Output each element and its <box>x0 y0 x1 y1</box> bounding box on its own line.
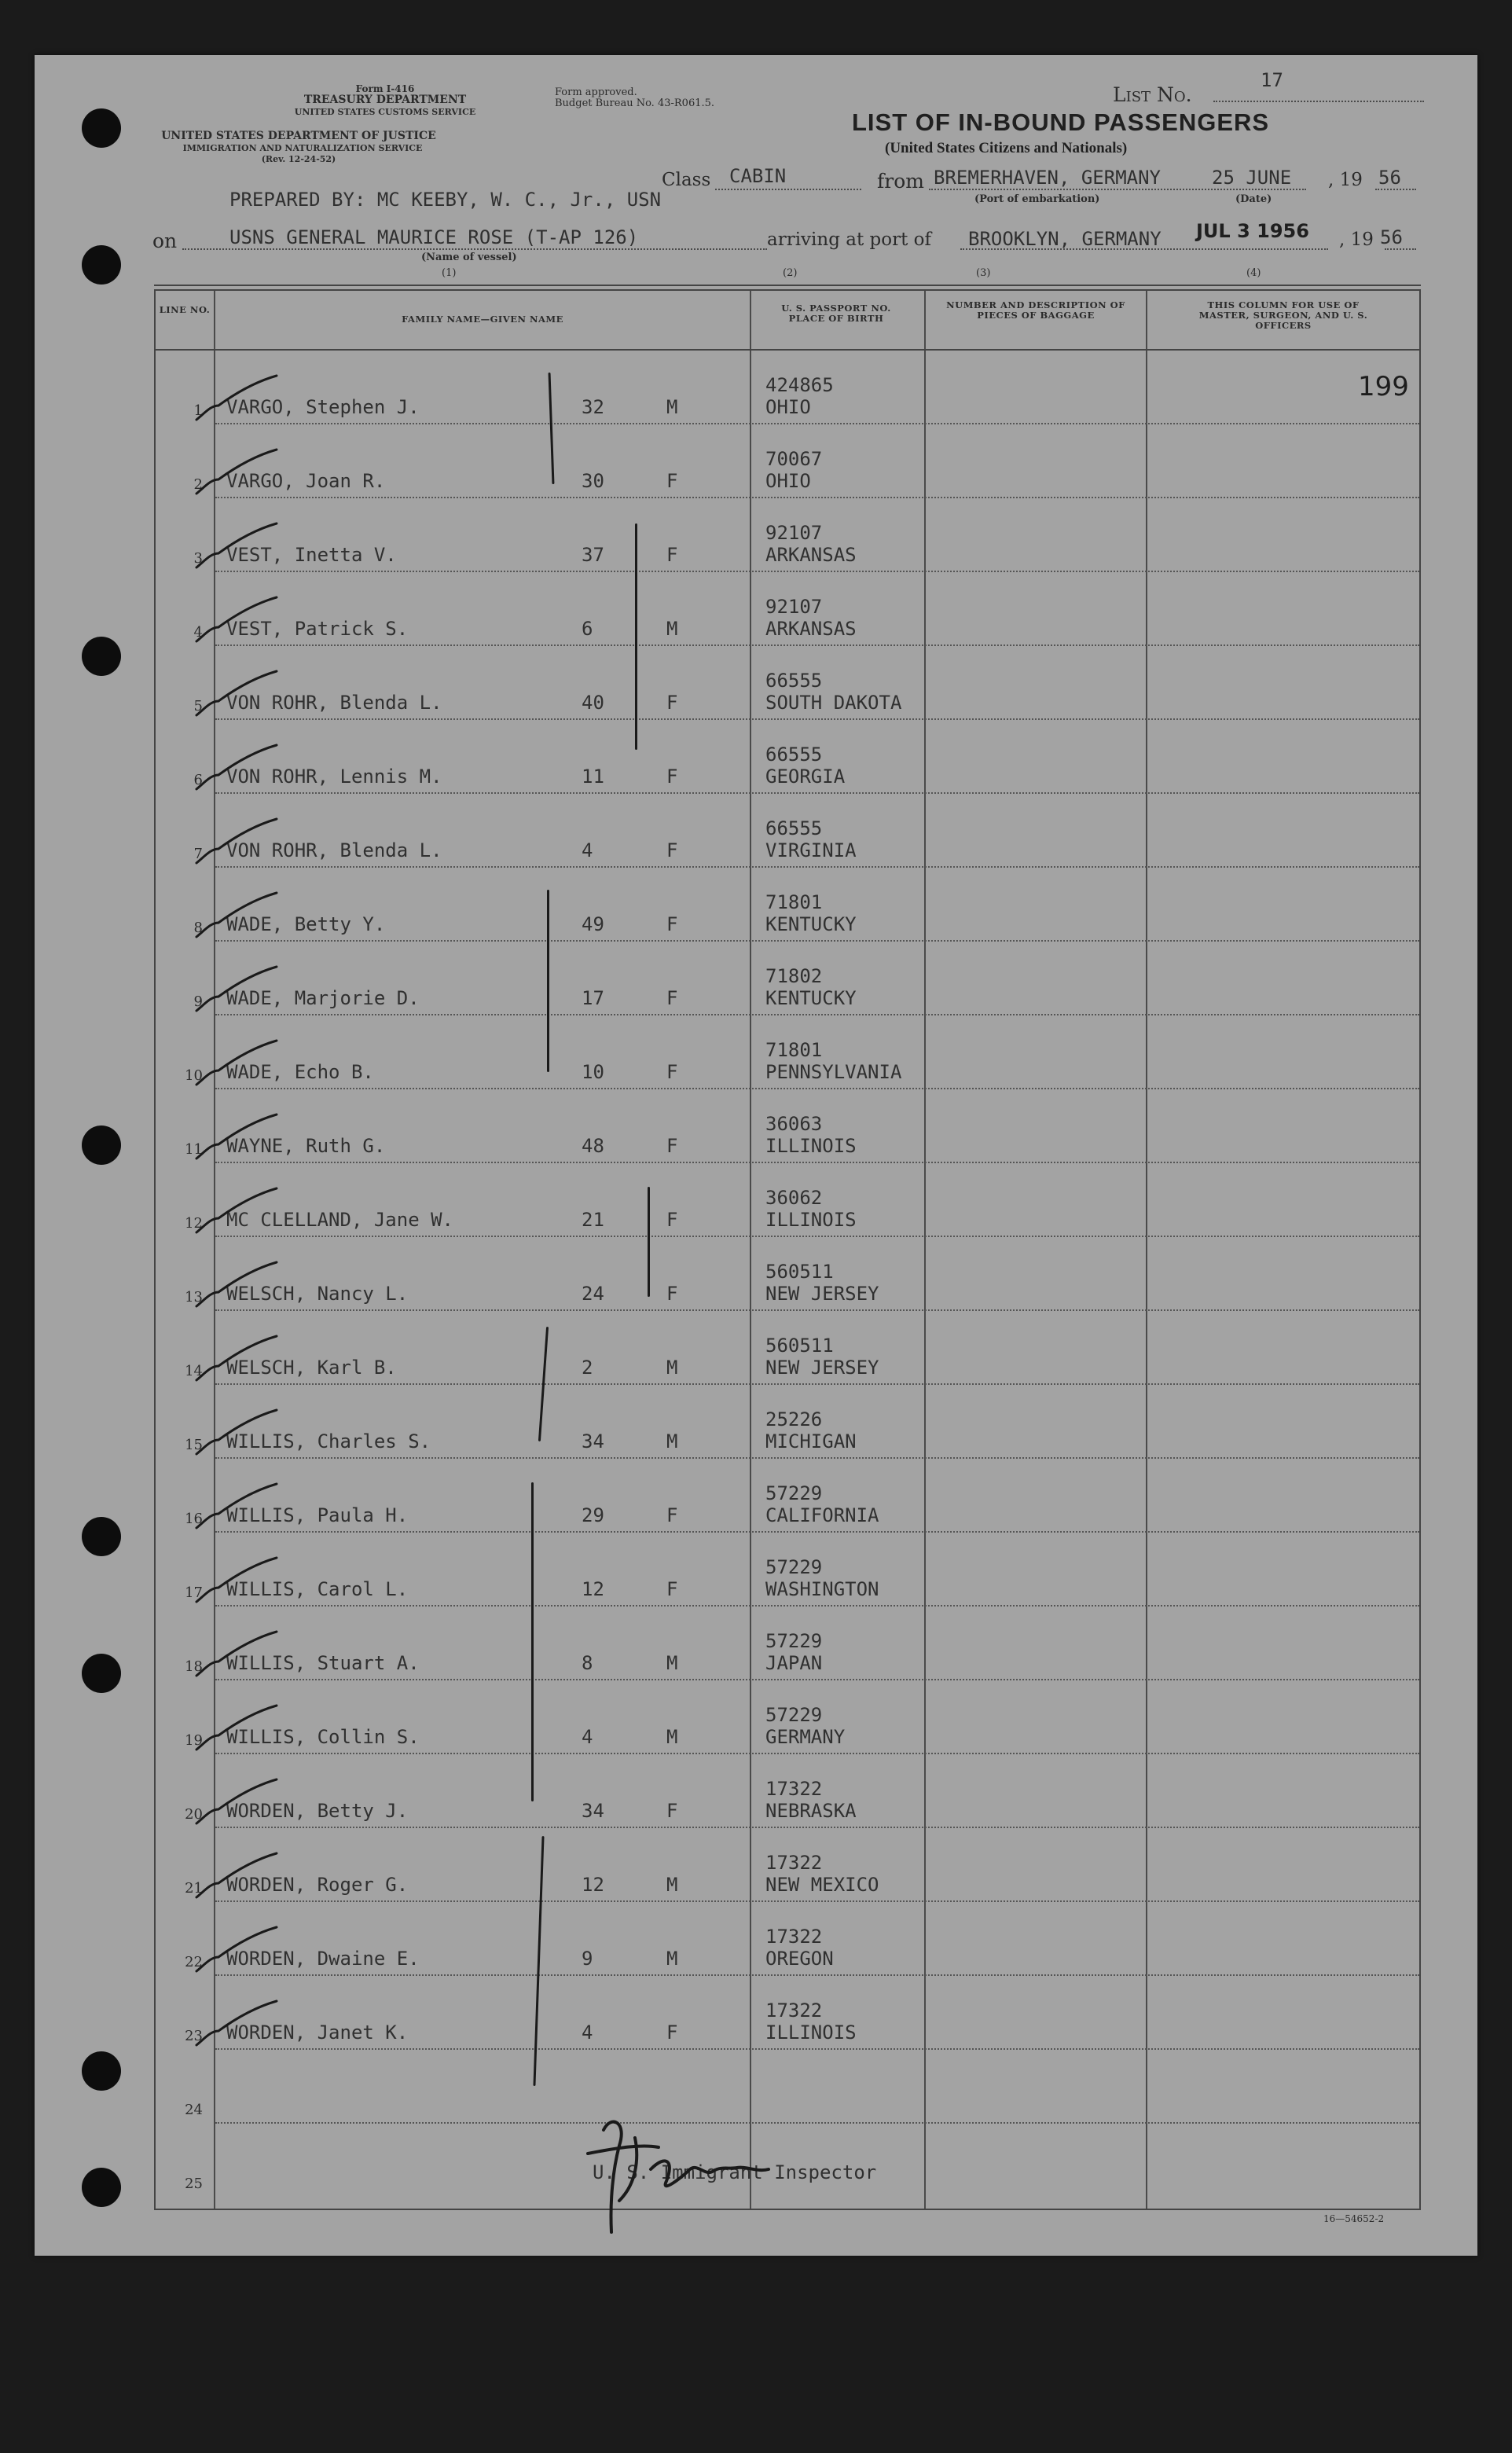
passenger-age: 6 <box>582 618 593 640</box>
row-divider <box>215 2122 1419 2124</box>
line-number: 16 <box>185 1511 203 1527</box>
punch-hole <box>82 108 121 148</box>
punch-hole <box>82 637 121 676</box>
line-number: 4 <box>193 624 203 641</box>
passenger-name: VON ROHR, Blenda L. <box>226 692 442 714</box>
col-num-4: (4) <box>1246 267 1261 279</box>
place-of-birth: OHIO <box>765 396 811 418</box>
passenger-name: WADE, Betty Y. <box>226 913 386 935</box>
list-no-label: List No. <box>1113 83 1192 106</box>
header-baggage: NUMBER AND DESCRIPTION OF PIECES OF BAGGAGE <box>946 299 1125 321</box>
form-number: Form I-416 <box>355 83 415 94</box>
passenger-sex: F <box>666 1578 678 1600</box>
passport-number: 17322 <box>765 1852 823 1874</box>
line-number: 3 <box>193 550 203 567</box>
passenger-name: VEST, Patrick S. <box>226 618 409 640</box>
family-bracket <box>635 523 637 597</box>
row-divider <box>215 1531 1419 1533</box>
passport-number: 70067 <box>765 448 823 470</box>
line-number: 24 <box>185 2102 203 2118</box>
form-title: LIST OF IN-BOUND PASSENGERS <box>852 108 1270 136</box>
passenger-name: WORDEN, Dwaine E. <box>226 1948 420 1970</box>
year2-prefix: , 19 <box>1339 230 1374 250</box>
row-divider <box>215 1457 1419 1459</box>
line-number: 14 <box>185 1363 203 1379</box>
passenger-sex: F <box>666 692 678 714</box>
family-bracket <box>547 890 549 1072</box>
officer-annotation: 199 <box>1358 371 1409 402</box>
family-bracket <box>635 593 637 750</box>
passenger-age: 11 <box>582 766 604 788</box>
row-divider <box>215 866 1419 868</box>
passenger-name: WELSCH, Karl B. <box>226 1357 397 1379</box>
passenger-age: 10 <box>582 1061 604 1083</box>
family-bracket <box>531 1482 534 1801</box>
passenger-age: 4 <box>582 1726 593 1748</box>
from-label: from <box>877 170 924 193</box>
passenger-sex: F <box>666 470 678 492</box>
punch-hole <box>82 1654 121 1693</box>
ins-service: IMMIGRATION AND NATURALIZATION SERVICE <box>182 143 423 153</box>
row-divider <box>215 1383 1419 1385</box>
place-of-birth: CALIFORNIA <box>765 1504 879 1526</box>
passenger-sex: M <box>666 1357 678 1379</box>
port-caption: (Port of embarkation) <box>974 193 1100 205</box>
header-officers: THIS COLUMN FOR USE OF MASTER, SURGEON, AND U. S. OFFICERS <box>1198 299 1368 331</box>
row-divider <box>215 1014 1419 1015</box>
line-number: 19 <box>185 1732 203 1749</box>
row-divider <box>215 718 1419 720</box>
place-of-birth: ARKANSAS <box>765 618 857 640</box>
passport-number: 17322 <box>765 1999 823 2022</box>
passenger-sex: M <box>666 618 678 640</box>
passenger-age: 49 <box>582 913 604 935</box>
row-divider <box>215 1088 1419 1089</box>
passenger-sex: M <box>666 396 678 418</box>
passenger-age: 32 <box>582 396 604 418</box>
passenger-age: 21 <box>582 1209 604 1231</box>
passenger-name: WILLIS, Paula H. <box>226 1504 409 1526</box>
line-number: 13 <box>185 1289 203 1305</box>
passport-number: 57229 <box>765 1630 823 1652</box>
passenger-age: 48 <box>582 1135 604 1157</box>
class-label: Class <box>662 170 711 190</box>
passenger-age: 34 <box>582 1430 604 1452</box>
form-subtitle: (United States Citizens and Nationals) <box>885 140 1128 156</box>
passenger-name: VARGO, Joan R. <box>226 470 386 492</box>
passenger-sex: F <box>666 987 678 1009</box>
passport-number: 66555 <box>765 817 823 839</box>
passenger-name: MC CLELLAND, Jane W. <box>226 1209 453 1231</box>
passenger-age: 4 <box>582 2022 593 2044</box>
passenger-sex: F <box>666 913 678 935</box>
passport-number: 57229 <box>765 1704 823 1726</box>
passport-number: 17322 <box>765 1778 823 1800</box>
passenger-age: 24 <box>582 1283 604 1305</box>
place-of-birth: NEW JERSEY <box>765 1357 879 1379</box>
passenger-name: WILLIS, Collin S. <box>226 1726 420 1748</box>
place-of-birth: GERMANY <box>765 1726 846 1748</box>
col-num-3: (3) <box>976 267 991 279</box>
passenger-age: 2 <box>582 1357 593 1379</box>
passport-number: 71801 <box>765 1039 823 1061</box>
passenger-name: WILLIS, Charles S. <box>226 1430 431 1452</box>
passenger-age: 29 <box>582 1504 604 1526</box>
from-value: BREMERHAVEN, GERMANY <box>934 167 1161 189</box>
passenger-age: 30 <box>582 470 604 492</box>
punch-hole <box>82 245 121 285</box>
passenger-sex: F <box>666 1504 678 1526</box>
place-of-birth: SOUTH DAKOTA <box>765 692 902 714</box>
passport-number: 36062 <box>765 1187 823 1209</box>
passenger-name: WORDEN, Betty J. <box>226 1800 409 1822</box>
passenger-sex: F <box>666 1283 678 1305</box>
passenger-sex: M <box>666 1874 678 1896</box>
place-of-birth: GEORGIA <box>765 766 846 788</box>
inspector-label: U. S. Immigrant Inspector <box>593 2161 877 2183</box>
place-of-birth: ILLINOIS <box>765 2022 857 2044</box>
place-of-birth: PENNSYLVANIA <box>765 1061 902 1083</box>
passport-number: 57229 <box>765 1482 823 1504</box>
header-line-no: LINE NO. <box>159 304 211 315</box>
arrival-port: BROOKLYN, GERMANY <box>968 228 1162 250</box>
passport-number: 560511 <box>765 1261 834 1283</box>
place-of-birth: ILLINOIS <box>765 1135 857 1157</box>
passenger-age: 9 <box>582 1948 593 1970</box>
place-of-birth: NEBRASKA <box>765 1800 857 1822</box>
passenger-sex: M <box>666 1726 678 1748</box>
arrival-stamp: JUL 3 1956 <box>1196 220 1309 242</box>
row-divider <box>215 1236 1419 1237</box>
passenger-sex: F <box>666 839 678 861</box>
passenger-name: VON ROHR, Blenda L. <box>226 839 442 861</box>
passenger-age: 4 <box>582 839 593 861</box>
passenger-name: WORDEN, Janet K. <box>226 2022 409 2044</box>
line-number: 8 <box>193 920 203 936</box>
date-value: 25 JUNE <box>1212 167 1292 189</box>
punch-hole <box>82 2168 121 2207</box>
header-name: FAMILY NAME—GIVEN NAME <box>402 314 563 325</box>
place-of-birth: OHIO <box>765 470 811 492</box>
line-number: 6 <box>193 772 203 788</box>
line-number: 12 <box>185 1215 203 1232</box>
on-label: on <box>152 230 178 252</box>
passport-number: 66555 <box>765 670 823 692</box>
row-divider <box>215 1309 1419 1311</box>
passenger-name: WILLIS, Stuart A. <box>226 1652 420 1674</box>
row-divider <box>215 940 1419 942</box>
place-of-birth: VIRGINIA <box>765 839 857 861</box>
line-number: 9 <box>193 993 203 1010</box>
vessel-name: USNS GENERAL MAURICE ROSE (T-AP 126) <box>229 226 639 248</box>
manifest-page <box>35 55 1477 2256</box>
passport-number: 71801 <box>765 891 823 913</box>
row-divider <box>215 1900 1419 1902</box>
punch-hole <box>82 1126 121 1165</box>
line-number: 22 <box>185 1954 203 1970</box>
row-divider <box>215 1753 1419 1754</box>
line-number: 7 <box>193 846 203 862</box>
passenger-name: VEST, Inetta V. <box>226 544 397 566</box>
header-passport: U. S. PASSPORT NO. PLACE OF BIRTH <box>781 303 891 324</box>
passenger-age: 37 <box>582 544 604 566</box>
passport-number: 71802 <box>765 965 823 987</box>
col-num-1: (1) <box>442 267 457 279</box>
place-of-birth: MICHIGAN <box>765 1430 857 1452</box>
place-of-birth: KENTUCKY <box>765 987 857 1009</box>
date-caption: (Date) <box>1235 193 1272 205</box>
line-number: 15 <box>185 1437 203 1453</box>
prepared-by: PREPARED BY: MC KEEBY, W. C., Jr., USN <box>229 189 662 211</box>
year-prefix: , 19 <box>1328 170 1363 190</box>
place-of-birth: NEW MEXICO <box>765 1874 879 1896</box>
passenger-name: WADE, Marjorie D. <box>226 987 420 1009</box>
row-divider <box>215 1974 1419 1976</box>
line-number: 25 <box>185 2176 203 2192</box>
passenger-age: 12 <box>582 1578 604 1600</box>
passenger-sex: F <box>666 1135 678 1157</box>
revision: (Rev. 12-24-52) <box>261 154 336 164</box>
passenger-age: 40 <box>582 692 604 714</box>
passenger-age: 8 <box>582 1652 593 1674</box>
passenger-sex: F <box>666 2022 678 2044</box>
arriving-label: arriving at port of <box>767 230 931 250</box>
line-number: 1 <box>193 402 203 419</box>
passenger-sex: F <box>666 1800 678 1822</box>
customs-service: UNITED STATES CUSTOMS SERVICE <box>294 107 476 117</box>
justice-dept: UNITED STATES DEPARTMENT OF JUSTICE <box>161 130 436 142</box>
family-bracket <box>549 373 555 484</box>
line-number: 2 <box>193 476 203 493</box>
place-of-birth: OREGON <box>765 1948 834 1970</box>
row-divider <box>215 1605 1419 1607</box>
place-of-birth: JAPAN <box>765 1652 823 1674</box>
place-of-birth: WASHINGTON <box>765 1578 879 1600</box>
line-number: 11 <box>185 1141 203 1158</box>
class-value: CABIN <box>729 165 787 187</box>
line-number: 21 <box>185 1880 203 1897</box>
passenger-age: 17 <box>582 987 604 1009</box>
row-divider <box>215 1162 1419 1163</box>
row-divider <box>215 644 1419 646</box>
line-number: 23 <box>185 2028 203 2044</box>
row-divider <box>215 1827 1419 1828</box>
passenger-sex: M <box>666 1948 678 1970</box>
form-approved: Form approved. <box>555 86 637 98</box>
passenger-name: WELSCH, Nancy L. <box>226 1283 409 1305</box>
footer-code: 16—54652-2 <box>1323 2213 1385 2224</box>
row-divider <box>215 497 1419 498</box>
passenger-name: WORDEN, Roger G. <box>226 1874 409 1896</box>
budget-bureau: Budget Bureau No. 43-R061.5. <box>555 97 715 109</box>
row-divider <box>215 571 1419 572</box>
passenger-age: 12 <box>582 1874 604 1896</box>
passport-number: 424865 <box>765 374 834 396</box>
row-divider <box>215 423 1419 424</box>
inspector-signature <box>572 2106 776 2240</box>
place-of-birth: NEW JERSEY <box>765 1283 879 1305</box>
place-of-birth: KENTUCKY <box>765 913 857 935</box>
line-number: 10 <box>185 1067 203 1084</box>
passport-number: 66555 <box>765 744 823 766</box>
year2-value: 56 <box>1380 226 1403 248</box>
passenger-sex: M <box>666 1430 678 1452</box>
passenger-sex: M <box>666 1652 678 1674</box>
passenger-sex: F <box>666 1209 678 1231</box>
year-value: 56 <box>1378 167 1401 189</box>
passport-number: 57229 <box>765 1556 823 1578</box>
passport-number: 92107 <box>765 596 823 618</box>
list-no-value: 17 <box>1261 69 1283 91</box>
row-divider <box>215 792 1419 794</box>
passport-number: 560511 <box>765 1335 834 1357</box>
passenger-name: WADE, Echo B. <box>226 1061 374 1083</box>
line-number: 17 <box>185 1585 203 1601</box>
passenger-name: WILLIS, Carol L. <box>226 1578 409 1600</box>
passenger-sex: F <box>666 544 678 566</box>
treasury-dept: TREASURY DEPARTMENT <box>303 94 467 106</box>
passenger-table <box>154 289 1421 2210</box>
place-of-birth: ILLINOIS <box>765 1209 857 1231</box>
line-number: 18 <box>185 1658 203 1675</box>
col-num-2: (2) <box>783 267 798 279</box>
passenger-sex: F <box>666 766 678 788</box>
punch-hole <box>82 1517 121 1556</box>
line-number: 5 <box>193 698 203 714</box>
place-of-birth: ARKANSAS <box>765 544 857 566</box>
passenger-name: VARGO, Stephen J. <box>226 396 420 418</box>
passenger-sex: F <box>666 1061 678 1083</box>
passport-number: 36063 <box>765 1113 823 1135</box>
passport-number: 17322 <box>765 1926 823 1948</box>
row-divider <box>215 1679 1419 1680</box>
family-bracket <box>648 1187 650 1297</box>
passport-number: 25226 <box>765 1408 823 1430</box>
passenger-age: 34 <box>582 1800 604 1822</box>
passenger-name: VON ROHR, Lennis M. <box>226 766 442 788</box>
line-number: 20 <box>185 1806 203 1823</box>
passport-number: 92107 <box>765 522 823 544</box>
row-divider <box>215 2048 1419 2050</box>
passenger-name: WAYNE, Ruth G. <box>226 1135 386 1157</box>
punch-hole <box>82 2051 121 2091</box>
vessel-caption: (Name of vessel) <box>421 252 517 263</box>
